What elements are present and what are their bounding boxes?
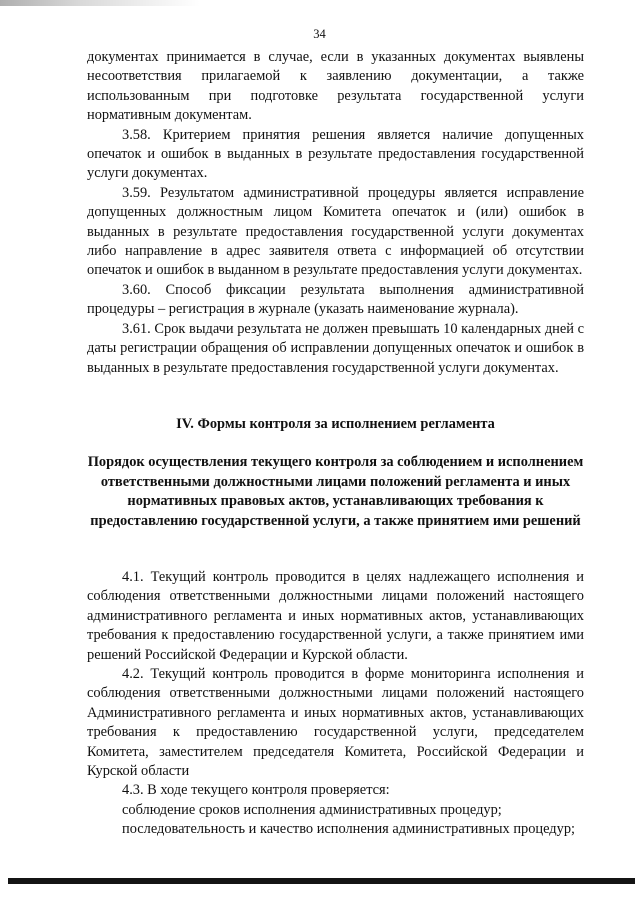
paragraph-4-1: 4.1. Текущий контроль проводится в целях надлежащего исполнения и соблюдения ответственными должностными лицами положений настоящего административного регламента и иных нормативных актов, устанавливающих требования к предоставлению государственной услуги, а также принятием ими решений Российской Федерации и Курской области. bbox=[87, 568, 584, 663]
section-title: IV. Формы контроля за исполнением регламента bbox=[176, 415, 495, 432]
document-body bbox=[87, 48, 584, 840]
paragraph-continuation: документах принимается в случае, если в указанных документах выявлены несоответствия прилагаемой к заявлению документации, а также использованным при подготовке результата государственной услуги нормативным документам. bbox=[87, 49, 584, 124]
paragraph-4-2: 4.2. Текущий контроль проводится в форме мониторинга исполнения и соблюдения ответственными должностными лицами положений настоящего Административного регламента и иных нормативных актов, устанавливающих требования к предоставлению государственной услуги, председателем Комитета, заместителем председателя Комитета, Российской Федерации и Курской области bbox=[87, 665, 584, 779]
spacer bbox=[87, 531, 584, 568]
paragraph-3-59: 3.59. Результатом административной процедуры является исправление допущенных должностным лицом Комитета опечаток и (или) ошибок в выданных в результате предоставления государственной услуги документах либо направление в адрес заявителя ответа с информацией об отсутствии опечаток и ошибок в выданном в результате предоставления услуги документах. bbox=[87, 184, 584, 279]
list-item-deadlines: соблюдение сроков исполнения административных процедур; bbox=[122, 801, 502, 818]
scan-edge-artifact bbox=[0, 0, 200, 6]
subsection-title: Порядок осуществления текущего контроля за соблюдением и исполнением ответственными должностными лицами положений регламента и иных нормативных правовых актов, устанавливающих требования к предоставлению государственной услуги, а также принятием ими решений bbox=[87, 454, 584, 529]
paragraph-4-3: 4.3. В ходе текущего контроля проверяется: bbox=[122, 782, 390, 799]
list-item-sequence-quality: последовательность и качество исполнения административных процедур; bbox=[122, 821, 576, 838]
paragraph-3-60: 3.60. Способ фиксации результата выполнения административной процедуры – регистрация в журнале (указать наименование журнала). bbox=[87, 281, 584, 318]
paragraph-3-61: 3.61. Срок выдачи результата не должен превышать 10 календарных дней с даты регистрации обращения об исправлении допущенных опечаток и ошибок в выданных в результате предоставления государственной услуги документах. bbox=[87, 320, 584, 376]
page-number: 34 bbox=[313, 27, 326, 41]
scan-bottom-bar bbox=[8, 878, 635, 884]
paragraph-3-58: 3.58. Критерием принятия решения является наличие допущенных опечаток и ошибок в выданных в результате предоставления государственной услуги документах. bbox=[87, 126, 584, 182]
